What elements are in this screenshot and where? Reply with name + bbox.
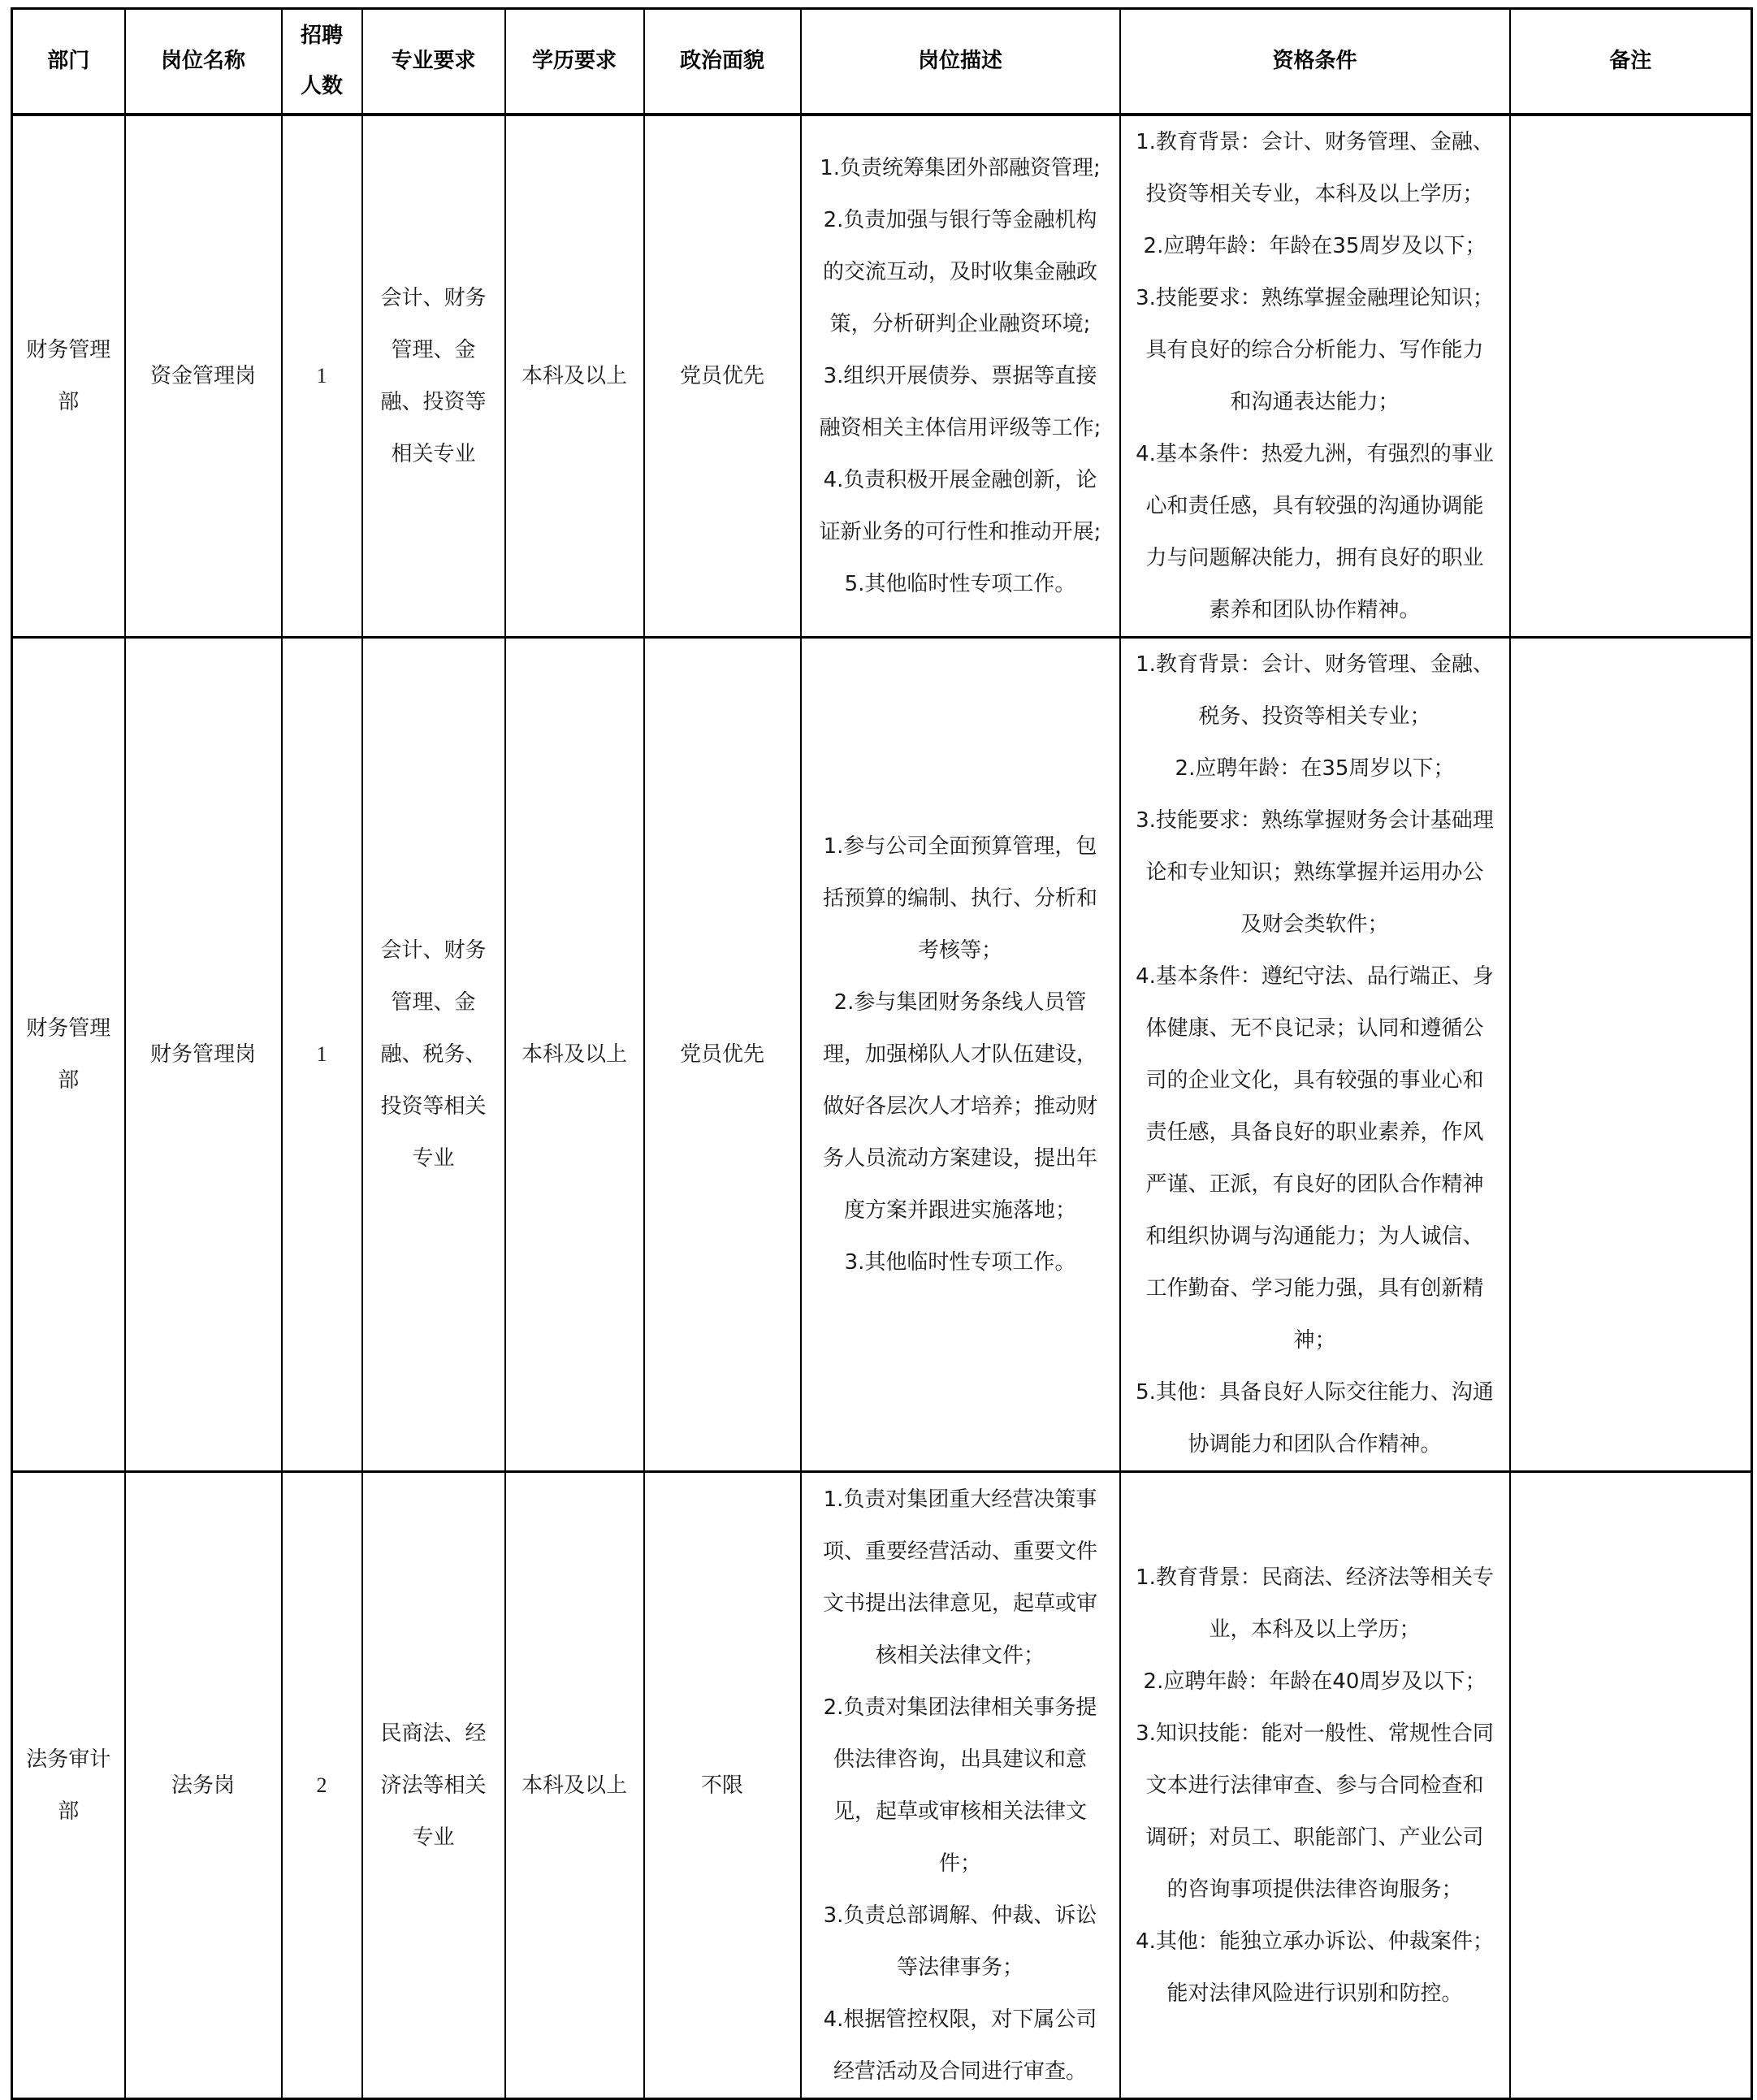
qualification-line: 2.应聘年龄：年龄在40周岁及以下； xyxy=(1143,1669,1487,1694)
header-headcount xyxy=(282,9,362,115)
qualification-line: 4.基本条件：热爱九洲，有强烈的事业 xyxy=(1136,441,1494,466)
cell-remarks xyxy=(1510,115,1752,638)
major-line: 专业 xyxy=(412,1146,455,1171)
major-line: 相关专业 xyxy=(391,441,476,466)
description-line: 度方案并跟进实施落地； xyxy=(843,1198,1076,1223)
cell-description xyxy=(801,1472,1120,2099)
header-political: 政治面貌 xyxy=(644,9,801,115)
description-line: 考核等； xyxy=(917,938,1002,963)
header-remarks: 备注 xyxy=(1510,9,1752,115)
description-line: 见，起草或审核相关法律文 xyxy=(833,1799,1087,1824)
qualification-line: 和组织协调与沟通能力；为人诚信、 xyxy=(1145,1224,1484,1249)
description-line: 3.其他临时性专项工作。 xyxy=(844,1250,1076,1275)
qualification-line: 责任感，具备良好的职业素养，作风 xyxy=(1145,1120,1484,1145)
qualification-line: 1.教育背景：会计、财务管理、金融、 xyxy=(1136,652,1494,677)
major-line: 融、投资等 xyxy=(380,389,487,414)
cell-position: 资金管理岗 xyxy=(125,115,282,638)
qualification-line: 心和责任感，具有较强的沟通协调能 xyxy=(1145,493,1484,518)
cell-major xyxy=(362,1472,505,2099)
description-line: 等法律事务； xyxy=(896,1955,1023,1980)
header-description: 岗位描述 xyxy=(801,9,1120,115)
description-line: 4.根据管控权限，对下属公司 xyxy=(823,2007,1097,2032)
department-line: 财务管理 xyxy=(26,1016,111,1041)
qualification-line: 工作勤奋、学习能力强，具有创新精 xyxy=(1145,1276,1484,1301)
cell-headcount: 1 xyxy=(282,115,362,638)
description-line: 证新业务的可行性和推动开展; xyxy=(819,519,1101,544)
major-line: 民商法、经 xyxy=(380,1721,487,1746)
description-line: 务人员流动方案建设，提出年 xyxy=(822,1146,1097,1171)
department-line: 部 xyxy=(58,1068,80,1093)
qualification-line: 的咨询事项提供法律咨询服务； xyxy=(1166,1877,1463,1902)
header-row xyxy=(12,9,1752,115)
cell-remarks xyxy=(1510,638,1752,1472)
cell-department xyxy=(12,115,125,638)
table-header xyxy=(12,9,1752,115)
qualification-line: 严谨、正派，有良好的团队合作精神 xyxy=(1145,1172,1484,1197)
qualification-line: 业，本科及以上学历； xyxy=(1209,1617,1421,1642)
cell-political: 不限 xyxy=(644,1472,801,2099)
cell-position: 财务管理岗 xyxy=(125,638,282,1472)
cell-position: 法务岗 xyxy=(125,1472,282,2099)
qualification-line: 文本进行法律审查、参与合同检查和 xyxy=(1145,1773,1484,1798)
header-qualifications: 资格条件 xyxy=(1120,9,1510,115)
qualification-line: 3.技能要求：熟练掌握财务会计基础理 xyxy=(1136,808,1494,833)
header-education: 学历要求 xyxy=(505,9,644,115)
cell-headcount: 2 xyxy=(282,1472,362,2099)
cell-education: 本科及以上 xyxy=(505,1472,644,2099)
qualification-line: 体健康、无不良记录；认同和遵循公 xyxy=(1145,1016,1484,1041)
cell-education: 本科及以上 xyxy=(505,115,644,638)
qualification-line: 具有良好的综合分析能力、写作能力 xyxy=(1145,337,1484,362)
description-line: 经营活动及合同进行审查。 xyxy=(833,2059,1087,2084)
qualification-line: 5.其他：具备良好人际交往能力、沟通 xyxy=(1136,1380,1494,1405)
header-position: 岗位名称 xyxy=(125,9,282,115)
description-line: 核相关法律文件； xyxy=(875,1643,1045,1668)
major-line: 投资等相关 xyxy=(380,1094,487,1119)
major-line: 融、税务、 xyxy=(380,1042,487,1067)
cell-political: 党员优先 xyxy=(644,638,801,1472)
qualification-line: 能对法律风险进行识别和防控。 xyxy=(1166,1981,1463,2006)
description-line: 括预算的编制、执行、分析和 xyxy=(822,886,1097,911)
qualification-line: 3.技能要求：熟练掌握金融理论知识； xyxy=(1136,285,1494,310)
qualification-line: 和沟通表达能力； xyxy=(1230,389,1400,414)
cell-department xyxy=(12,638,125,1472)
major-line: 专业 xyxy=(412,1825,455,1850)
description-line: 文书提出法律意见，起草或审 xyxy=(822,1591,1097,1616)
description-line: 的交流互动，及时收集金融政 xyxy=(822,259,1097,284)
department-line: 部 xyxy=(58,389,80,414)
description-line: 做好各层次人才培养；推动财 xyxy=(822,1094,1097,1119)
table-body xyxy=(12,115,1752,2099)
description-line: 策，分析研判企业融资环境; xyxy=(829,311,1091,336)
cell-description xyxy=(801,638,1120,1472)
header-major: 专业要求 xyxy=(362,9,505,115)
header-headcount-line1: 招聘 xyxy=(300,24,343,49)
description-line: 供法律咨询，出具建议和意 xyxy=(833,1747,1087,1772)
header-department: 部门 xyxy=(12,9,125,115)
qualification-line: 调研；对员工、职能部门、产业公司 xyxy=(1145,1825,1484,1850)
major-line: 管理、金 xyxy=(391,990,476,1015)
cell-qualifications xyxy=(1120,1472,1510,2099)
major-line: 管理、金 xyxy=(391,337,476,362)
qualification-line: 2.应聘年龄：在35周岁以下； xyxy=(1175,756,1455,781)
cell-qualifications xyxy=(1120,638,1510,1472)
description-line: 2.负责加强与银行等金融机构 xyxy=(823,207,1097,232)
qualification-line: 税务、投资等相关专业； xyxy=(1198,704,1431,729)
qualification-line: 协调能力和团队合作精神。 xyxy=(1188,1432,1442,1457)
description-line: 4.负责积极开展金融创新，论 xyxy=(823,467,1097,492)
description-line: 2.负责对集团法律相关事务提 xyxy=(823,1695,1097,1720)
cell-major xyxy=(362,115,505,638)
cell-department xyxy=(12,1472,125,2099)
description-line: 1.参与公司全面预算管理，包 xyxy=(823,834,1097,859)
major-line: 会计、财务 xyxy=(380,938,487,963)
cell-education: 本科及以上 xyxy=(505,638,644,1472)
qualification-line: 力与问题解决能力，拥有良好的职业 xyxy=(1145,545,1484,570)
description-line: 项、重要经营活动、重要文件 xyxy=(822,1539,1097,1564)
recruitment-table xyxy=(11,7,1753,2100)
qualification-line: 神； xyxy=(1293,1328,1336,1353)
description-line: 3.负责总部调解、仲裁、诉讼 xyxy=(823,1903,1097,1928)
header-headcount-line2: 人数 xyxy=(300,74,343,99)
description-line: 件； xyxy=(938,1851,981,1876)
cell-political: 党员优先 xyxy=(644,115,801,638)
table-row xyxy=(12,115,1752,638)
qualification-line: 素养和团队协作精神。 xyxy=(1209,597,1421,622)
cell-qualifications xyxy=(1120,115,1510,638)
qualification-line: 投资等相关专业，本科及以上学历； xyxy=(1145,181,1484,206)
department-line: 部 xyxy=(58,1799,80,1824)
description-line: 理，加强梯队人才队伍建设， xyxy=(822,1042,1097,1067)
department-line: 财务管理 xyxy=(26,337,111,362)
qualification-line: 司的企业文化，具有较强的事业心和 xyxy=(1145,1068,1484,1093)
description-line: 3.组织开展债券、票据等直接 xyxy=(823,363,1097,388)
qualification-line: 2.应聘年龄：年龄在35周岁及以下； xyxy=(1143,233,1487,258)
description-line: 1.负责统筹集团外部融资管理; xyxy=(820,155,1101,180)
qualification-line: 1.教育背景：民商法、经济法等相关专 xyxy=(1136,1565,1494,1590)
description-line: 2.参与集团财务条线人员管 xyxy=(833,990,1087,1015)
qualification-line: 论和专业知识；熟练掌握并运用办公 xyxy=(1145,860,1484,885)
qualification-line: 4.其他：能独立承办诉讼、仲裁案件； xyxy=(1136,1929,1494,1954)
table-row xyxy=(12,1472,1752,2099)
table-row xyxy=(12,638,1752,1472)
cell-major xyxy=(362,638,505,1472)
qualification-line: 3.知识技能：能对一般性、常规性合同 xyxy=(1136,1721,1494,1746)
cell-description xyxy=(801,115,1120,638)
major-line: 济法等相关 xyxy=(380,1773,487,1798)
cell-remarks xyxy=(1510,1472,1752,2099)
description-line: 1.负责对集团重大经营决策事 xyxy=(823,1487,1097,1512)
department-line: 法务审计 xyxy=(26,1747,111,1772)
description-line: 融资相关主体信用评级等工作; xyxy=(819,415,1101,440)
major-line: 会计、财务 xyxy=(380,285,487,310)
qualification-line: 4.基本条件：遵纪守法、品行端正、身 xyxy=(1136,964,1494,989)
description-line: 5.其他临时性专项工作。 xyxy=(844,571,1076,596)
cell-headcount: 1 xyxy=(282,638,362,1472)
qualification-line: 及财会类软件； xyxy=(1240,912,1389,937)
qualification-line: 1.教育背景：会计、财务管理、金融、 xyxy=(1136,129,1494,154)
